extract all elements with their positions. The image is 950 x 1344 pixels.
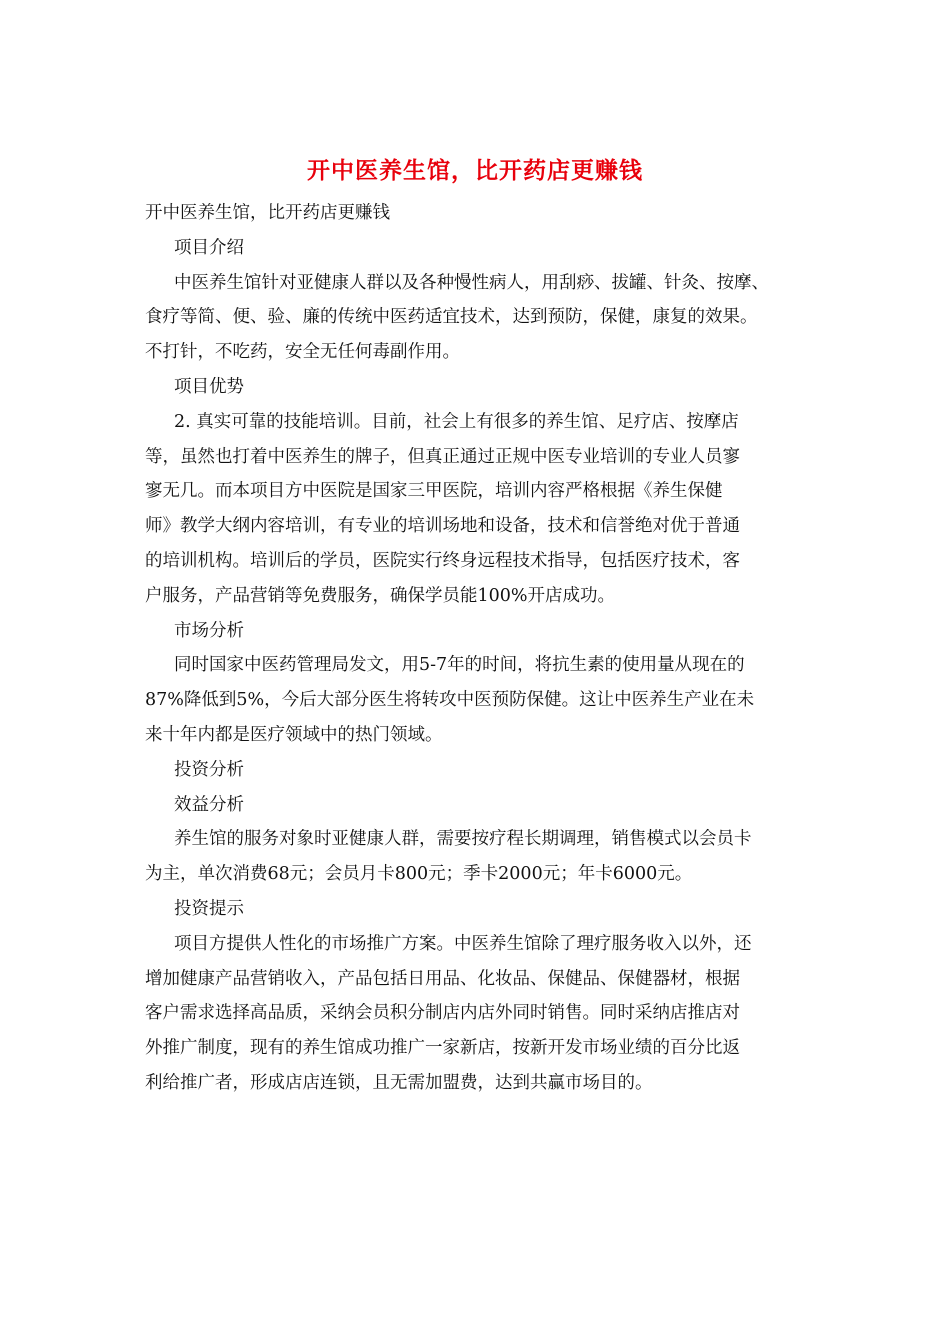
body-line: 项目介绍 — [174, 237, 244, 258]
body-line: 不打针，不吃药，安全无任何毒副作用。 — [145, 342, 460, 363]
body-line: 投资分析 — [174, 759, 244, 780]
body-line: 食疗等简、便、验、廉的传统中医药适宜技术，达到预防，保健，康复的效果。 — [145, 307, 758, 328]
body-line: 项目方提供人性化的市场推广方案。中医养生馆除了理疗服务收入以外，还 — [174, 933, 752, 954]
body-line: 开中医养生馆，比开药店更赚钱 — [145, 203, 390, 223]
body-line: 利给推广者，形成店店连锁，且无需加盟费，达到共赢市场目的。 — [145, 1072, 653, 1093]
body-line: 项目优势 — [174, 376, 244, 397]
document-body — [145, 196, 835, 1101]
body-line: 的培训机构。培训后的学员，医院实行终身远程技术指导，包括医疗技术，客 — [145, 550, 740, 571]
body-line: 户服务，产品营销等免费服务，确保学员能100%开店成功。 — [145, 585, 616, 606]
body-line: 外推广制度，现有的养生馆成功推广一家新店，按新开发市场业绩的百分比返 — [145, 1038, 740, 1059]
document-title: 开中医养生馆，比开药店更赚钱 — [307, 157, 643, 184]
body-line: 师》教学大纲内容培训，有专业的培训场地和设备，技术和信誉绝对优于普通 — [145, 516, 740, 537]
body-line: 效益分析 — [174, 794, 244, 815]
body-line: 2. 真实可靠的技能培训。目前，社会上有很多的养生馆、足疗店、按摩店 — [174, 411, 739, 432]
body-line: 市场分析 — [174, 620, 244, 641]
body-line: 为主，单次消费68元；会员月卡800元；季卡2000元；年卡6000元。 — [145, 864, 693, 885]
body-line: 87%降低到5%，今后大部分医生将转攻中医预防保健。这让中医养生产业在未 — [145, 690, 755, 711]
body-line: 投资提示 — [174, 898, 244, 919]
body-line: 养生馆的服务对象时亚健康人群，需要按疗程长期调理，销售模式以会员卡 — [174, 829, 752, 850]
body-line: 等，虽然也打着中医养生的牌子，但真正通过正规中医专业培训的专业人员寥 — [145, 446, 740, 467]
body-line: 增加健康产品营销收入，产品包括日用品、化妆品、保健品、保健器材，根据 — [145, 968, 740, 989]
body-line: 寥无几。而本项目方中医院是国家三甲医院，培训内容严格根据《养生保健 — [145, 481, 723, 502]
body-line: 来十年内都是医疗领域中的热门领域。 — [145, 724, 443, 745]
body-line: 客户需求选择高品质，采纳会员积分制店内店外同时销售。同时采纳店推店对 — [145, 1003, 740, 1024]
body-line: 中医养生馆针对亚健康人群以及各种慢性病人，用刮痧、拔罐、针灸、按摩、 — [174, 272, 769, 293]
body-line: 同时国家中医药管理局发文，用5-7年的时间，将抗生素的使用量从现在的 — [174, 655, 745, 676]
